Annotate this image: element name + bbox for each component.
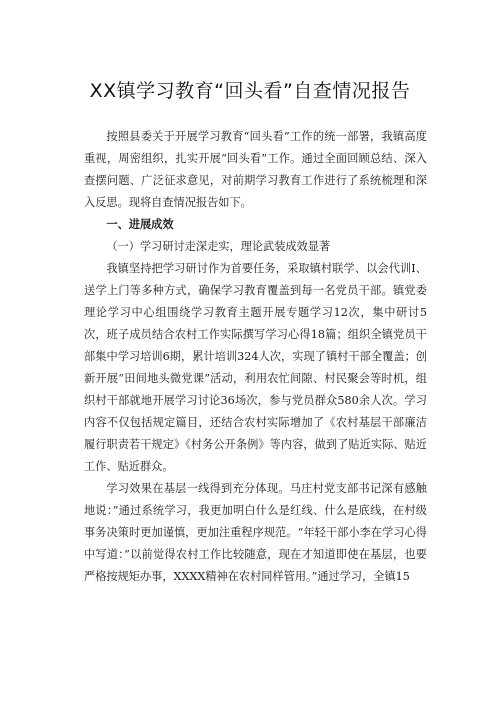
section-heading: 一、进展成效	[106, 218, 174, 231]
document-title: XX镇学习教育“回头看”自查情况报告	[89, 80, 411, 102]
document-body	[84, 126, 427, 588]
body-paragraph-2: 学习效果在基层一线得到充分体现。马庄村党支部书记深有感触地说：”通过系统学习，我更加明白什么是红线、什么是底线，在村级事务决策时更加谨慎，更加注重程序规范。“年轻干部小李在学习心得中写道：”以前觉得农村工作比较随意，现在才知道即使在基层，也要严格按规矩办事，XXXX精神在农村同样管用。”通过学习，全镇15	[84, 482, 427, 583]
body-paragraph-1: 我镇坚持把学习研讨作为首要任务，采取镇村联学、以会代训I、送学上门等多种方式，确保学习教育覆盖到每一名党员干部。镇党委理论学习中心组围绕学习教育主题开展专题学习12次，集中研讨5次，班子成员结合农村工作实际撰写学习心得18篇；组织全镇党员干部集中学习培训6期，累计培训324人次，实现了镇村干部全覆盖；创新开展“田间地头微党课”活动，利用农忙间隙、村民聚会等时机，组织村干部就地开展学习讨论36场次，参与党员群众580余人次。学习内容不仅包括规定篇目，还结合农村实际增加了《农村基层干部廉洁履行职责若干规定》《村务公开条例》等内容，做到了贴近实际、贴近工作、贴近群众。	[84, 262, 427, 473]
intro-paragraph: 按照县委关于开展学习教育“回头看”工作的统一部署，我镇高度重视，周密组织，扎实开展“回头看”工作。通过全面回顾总结、深入查摆问题、广泛征求意见，对前期学习教育工作进行了系统梳理和深入反思。现将自查情况报告如下。	[84, 130, 427, 209]
subsection-heading: （一）学习研讨走深走实，理论武装成效显著	[106, 240, 331, 253]
